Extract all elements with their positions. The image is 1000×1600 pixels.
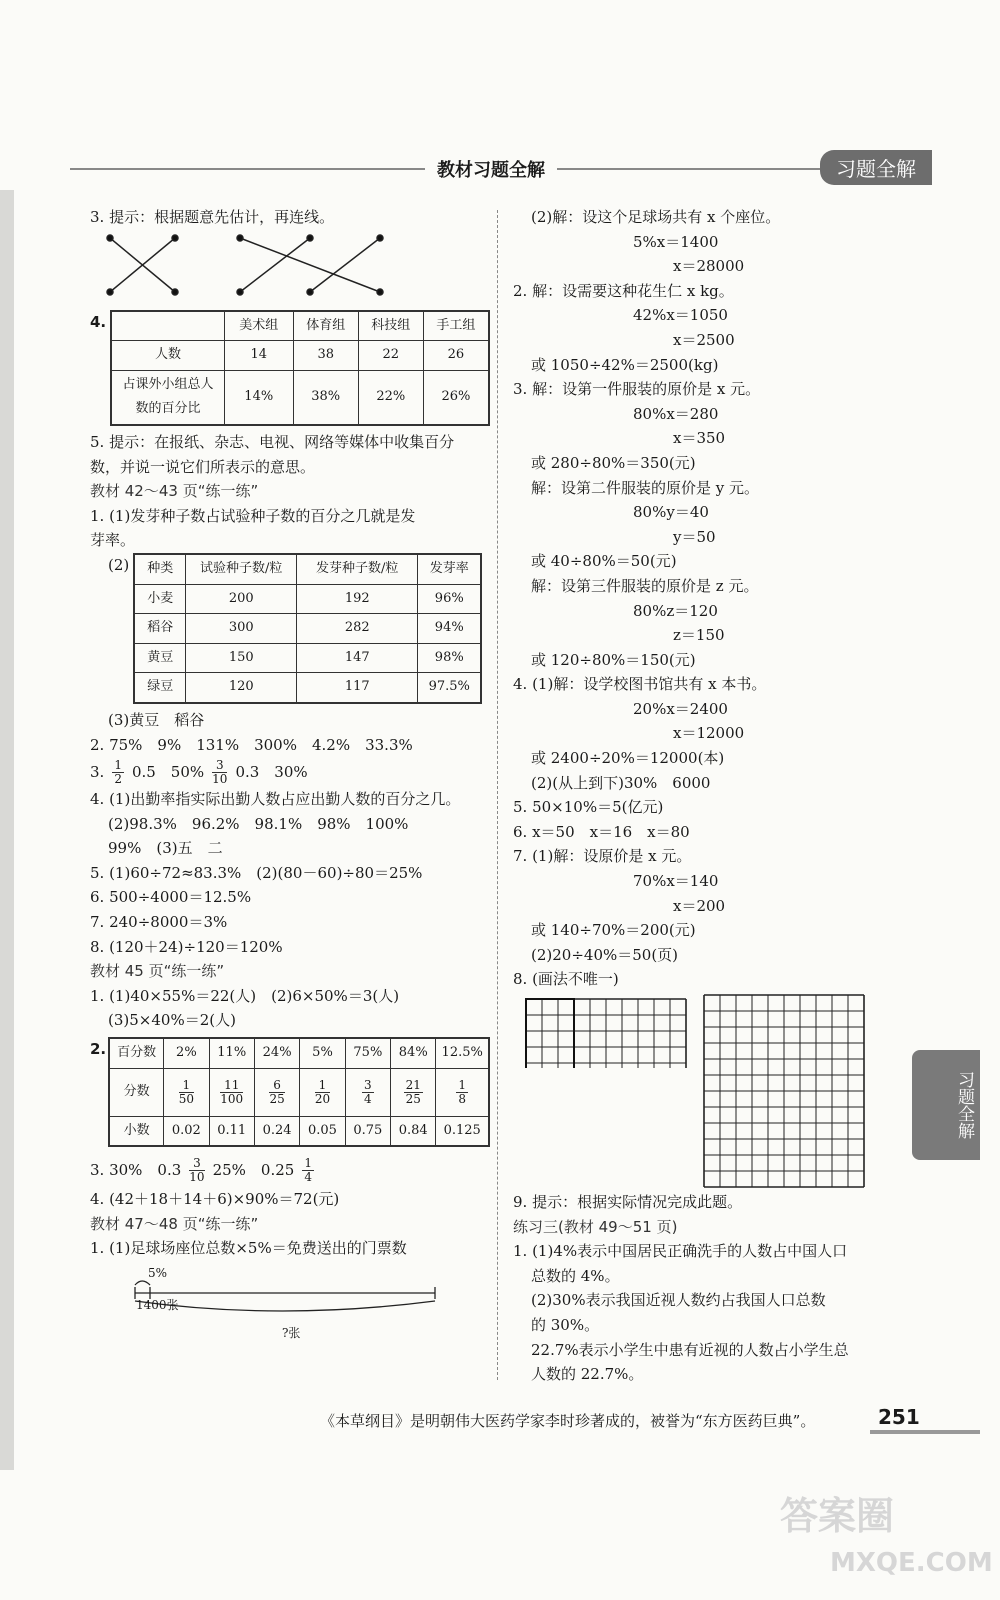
r-line-5: 42%x＝1050 [633,306,728,325]
frac-num: 3 [364,1077,372,1092]
table4-h1: 美术组 [224,311,293,341]
diagram-label-unknown: ?张 [282,1326,301,1340]
pct-r3c3: 0.05 [300,1116,345,1146]
header-badge: 习题全解 [820,150,932,185]
header-title: 教材习题全解 [425,156,557,182]
seed-r2c2: 147 [297,643,418,673]
r-line-33: 9. 提示：根据实际情况完成此题。 [513,1193,743,1211]
diagram-label-1400: 1400张 [136,1298,179,1312]
table4-r1c3: 22% [358,370,423,425]
r-line-32: 8. (画法不唯一) [513,970,619,989]
r-line-26: 6. x＝50 x＝16 x＝80 [513,822,690,841]
seed-r1c3: 94% [418,614,482,644]
table4-h3: 科技组 [358,311,423,341]
p4-line2: (2)98.3% 96.2% 98.1% 98% 100% [108,814,409,833]
pct-r1c5: 84% [391,1038,436,1068]
r-line-27: 7. (1)解：设原价是 x 元。 [513,847,692,866]
r-line-10: x＝350 [673,429,726,448]
left-column [90,205,490,1341]
grid-30-percent-small [525,998,689,1068]
table4-r1c1: 14% [224,370,293,425]
seed-r0c0: 小麦 [134,584,186,614]
frac-num: 11 [220,1079,243,1093]
side-tab: 习题全解 [912,1050,980,1160]
p3-f1-num: 1 [114,757,122,772]
page-number: 251 [878,1405,920,1429]
r2-label: 2. [90,1040,107,1059]
r-line-39: 22.7%表示小学生中患有近视的人数占小学生总 [531,1340,849,1359]
r-line-30: 或 140÷70%＝200(元) [531,921,696,940]
seed-r0c1: 200 [186,584,297,614]
s1-text: 1. (1)足球场座位总数×5%＝免费送出的门票数 [90,1239,407,1258]
r-line-37: (2)30%表示我国近视人数约占我国人口总数 [531,1291,826,1310]
table4-r1c0: 占课外小组总人数的百分比 [111,370,224,425]
pct-r1c2: 24% [254,1038,299,1068]
p1-sub2-label: (2) [108,555,130,574]
seed-r1c2: 282 [297,614,418,644]
r-line-36: 总数的 4%。 [531,1266,620,1285]
frac-6-25 [269,1079,284,1106]
pct-r2c4 [345,1068,390,1116]
r3-mid: 25% 0.25 [212,1160,295,1179]
r3-fraction-2 [302,1157,314,1184]
r-line-20: 4. (1)解：设学校图书馆共有 x 本书。 [513,675,767,694]
q5-line2: 数，并说一说它们所表示的意思。 [90,457,316,476]
footer-fact: 《本草纲目》是明朝伟大医药学家李时珍著成的，被誉为“东方医药巨典”。 [320,1412,816,1430]
r-line-22: x＝12000 [673,724,745,743]
table4-r1c4: 26% [423,370,489,425]
pct-row1-label: 百分数 [109,1038,164,1068]
p1-line1: 1. (1)发芽种子数占试验种子数的百分之几就是发 [90,506,416,525]
frac-den: 100 [220,1091,244,1106]
p3-label: 3. [90,762,105,781]
pct-r2c2 [254,1068,299,1116]
p3-fraction-2 [212,759,227,786]
p3-f2-den: 10 [212,771,228,786]
section-heading-45: 教材 45 页“练一练” [90,962,225,981]
q5-line1: 5. 提示：在报纸、杂志、电视、网络等媒体中收集百分 [90,432,455,451]
r-line-2: 5%x＝1400 [633,232,719,251]
footer-rule [870,1430,980,1434]
p1-sub3: (3)黄豆 稻谷 [108,710,205,729]
seed-h3: 发芽率 [418,554,482,584]
frac-1-50 [179,1079,194,1106]
frac-num: 1 [179,1079,194,1093]
r-line-24: (2)(从上到下)30% 6000 [531,773,711,792]
p1-line2: 芽率。 [90,531,136,550]
frac-num: 1 [315,1079,330,1093]
r3-f2-num: 1 [304,1155,312,1170]
table4-r0c2: 38 [293,341,358,371]
frac-21-25 [404,1079,423,1106]
p2-answers: 2. 75% 9% 131% 300% 4.2% 33.3% [90,735,413,754]
seed-r3c3: 97.5% [418,673,482,703]
frac-11-100 [220,1079,243,1106]
r-line-28: 70%x＝140 [633,872,719,891]
seed-r0c2: 192 [297,584,418,614]
p6-answer: 6. 500÷4000＝12.5% [90,888,252,907]
pct-r2c1 [209,1068,254,1116]
p3-f2-num: 3 [212,759,227,773]
r-line-19: 或 120÷80%＝150(元) [531,650,696,669]
grid-30-percent-large [703,994,865,1188]
table4-r0c3: 22 [358,341,423,371]
column-divider [497,210,498,1380]
r3-pre: 3. 30% 0.3 [90,1160,182,1179]
p5-answer: 5. (1)60÷72≈83.3% (2)(80－60)÷80＝25% [90,863,423,882]
frac-den: 50 [178,1091,194,1106]
r-line-6: x＝2500 [673,330,735,349]
p8-answer: 8. (120＋24)÷120＝120% [90,937,283,956]
pct-r3c1: 0.11 [209,1116,254,1146]
p7-answer: 7. 240÷8000＝3% [90,913,228,932]
table-seed-germination [133,553,482,704]
seed-r1c1: 300 [186,614,297,644]
frac-num: 6 [269,1079,284,1093]
frac-den: 4 [364,1091,372,1106]
seed-r1c0: 稻谷 [134,614,186,644]
frac-den: 25 [405,1091,421,1106]
pct-row3-label: 小数 [109,1116,164,1146]
pct-r2c0 [164,1068,209,1116]
p1-table-block [90,553,490,704]
r-line-12: 解：设第二件服装的原价是 y 元。 [531,478,760,497]
table4-r1c2: 38% [293,370,358,425]
watermark-url: MXQE.COM [830,1548,993,1578]
section-heading-47-48: 教材 47～48 页“练一练” [90,1214,259,1233]
r-line-1: (2)解：设这个足球场共有 x 个座位。 [531,208,781,226]
p3-post: 0.3 30% [235,762,308,781]
pct-r2c5 [391,1068,436,1116]
table4-h0 [111,311,224,341]
grid-highlight [526,999,574,1068]
torn-edge [0,190,14,1470]
r-line-16: 解：设第三件服装的原价是 z 元。 [531,576,759,595]
frac-3-4 [362,1079,374,1106]
pct-r2c3 [300,1068,345,1116]
r-line-29: x＝200 [673,896,726,915]
seed-h1: 试验种子数/粒 [186,554,297,584]
r3-f1-num: 3 [189,1157,204,1171]
r4-answer: 4. (42＋18＋14＋6)×90%＝72(元) [90,1190,340,1209]
r-line-14: y＝50 [673,527,716,546]
frac-den: 8 [458,1091,467,1106]
q4-block [90,310,490,426]
pct-r1c0: 2% [164,1038,209,1068]
matching-lines-diagram [90,230,390,304]
seed-r2c3: 98% [418,643,482,673]
q4-label: 4. [90,312,107,331]
r3-fraction-1 [189,1157,204,1184]
q3-text: 3. 提示：根据题意先估计，再连线。 [90,208,335,226]
frac-1-20 [315,1079,330,1106]
seed-r3c2: 117 [297,673,418,703]
r-line-21: 20%x＝2400 [633,699,728,718]
seed-r0c3: 96% [418,584,482,614]
table-percent-fraction-decimal [108,1037,490,1147]
p3-fraction-1 [112,759,124,786]
watermark-logo: 答案圈 [780,1494,895,1538]
r2-table-block [90,1037,490,1147]
p3-f1-den: 2 [114,771,122,786]
r-line-4: 2. 解：设需要这种花生仁 x kg。 [513,281,734,300]
pct-r2c6 [436,1068,489,1116]
seed-r2c0: 黄豆 [134,643,186,673]
section-heading-42-43: 教材 42～43 页“练一练” [90,482,259,501]
r3-f2-den: 4 [304,1169,312,1184]
pct-r1c1: 11% [209,1038,254,1068]
p4-line1: 4. (1)出勤率指实际出勤人数占应出勤人数的百分之几。 [90,790,461,809]
r-line-8: 3. 解：设第一件服装的原价是 x 元。 [513,380,761,399]
grid-drawing [513,992,913,1190]
r-line-40: 人数的 22.7%。 [531,1365,644,1384]
r-line-3: x＝28000 [673,257,745,276]
seed-r3c1: 120 [186,673,297,703]
r1-line2: (3)5×40%＝2(人) [108,1011,236,1030]
r3-f1-den: 10 [189,1169,205,1184]
r-line-25: 5. 50×10%＝5(亿元) [513,798,664,817]
r-line-15: 或 40÷80%＝50(元) [531,552,677,571]
frac-num: 1 [458,1077,467,1092]
r3-answers [90,1153,490,1187]
pct-r3c2: 0.24 [254,1116,299,1146]
r-line-31: (2)20÷40%＝50(页) [531,945,679,964]
pct-r1c4: 75% [345,1038,390,1068]
pct-r1c6: 12.5% [436,1038,489,1068]
frac-1-8 [456,1079,468,1106]
seed-h0: 种类 [134,554,186,584]
seed-h2: 发芽种子数/粒 [297,554,418,584]
table4-r0c4: 26 [423,341,489,371]
r-line-7: 或 1050÷42%＝2500(kg) [531,355,719,374]
segment-diagram [90,1261,490,1341]
table-club-stats [110,310,490,426]
r-line-11: 或 280÷80%＝350(元) [531,453,696,472]
pct-r3c4: 0.75 [345,1116,390,1146]
frac-den: 20 [314,1091,331,1106]
p3-mid: 0.5 50% [131,762,205,781]
table4-h2: 体育组 [293,311,358,341]
pct-r3c0: 0.02 [164,1116,209,1146]
table4-h4: 手工组 [423,311,489,341]
r-line-18: z＝150 [673,626,725,645]
p3-answers [90,757,490,787]
seed-r2c1: 150 [186,643,297,673]
pct-row2-label: 分数 [109,1068,164,1116]
section-heading-practice3: 练习三(教材 49～51 页) [513,1217,678,1236]
frac-num: 21 [405,1077,421,1092]
r1-line1: 1. (1)40×55%＝22(人) (2)6×50%＝3(人) [90,986,400,1005]
table4-r0c1: 14 [224,341,293,371]
r-line-38: 的 30%。 [531,1315,600,1334]
pct-r1c3: 5% [300,1038,345,1068]
pct-r3c6: 0.125 [436,1116,489,1146]
pct-r3c5: 0.84 [391,1116,436,1146]
r-line-13: 80%y＝40 [633,503,709,522]
r-line-9: 80%x＝280 [633,404,719,423]
r-line-17: 80%z＝120 [633,601,718,620]
p4-line3: 99% (3)五 二 [108,839,223,858]
table4-r0c0: 人数 [111,341,224,371]
r-line-35: 1. (1)4%表示中国居民正确洗手的人数占中国人口 [513,1242,848,1261]
frac-den: 25 [269,1091,285,1106]
right-column [513,205,913,1387]
diagram-label-5pct: 5% [148,1266,168,1280]
seed-r3c0: 绿豆 [134,673,186,703]
r-line-23: 或 2400÷20%＝12000(本) [531,749,725,768]
